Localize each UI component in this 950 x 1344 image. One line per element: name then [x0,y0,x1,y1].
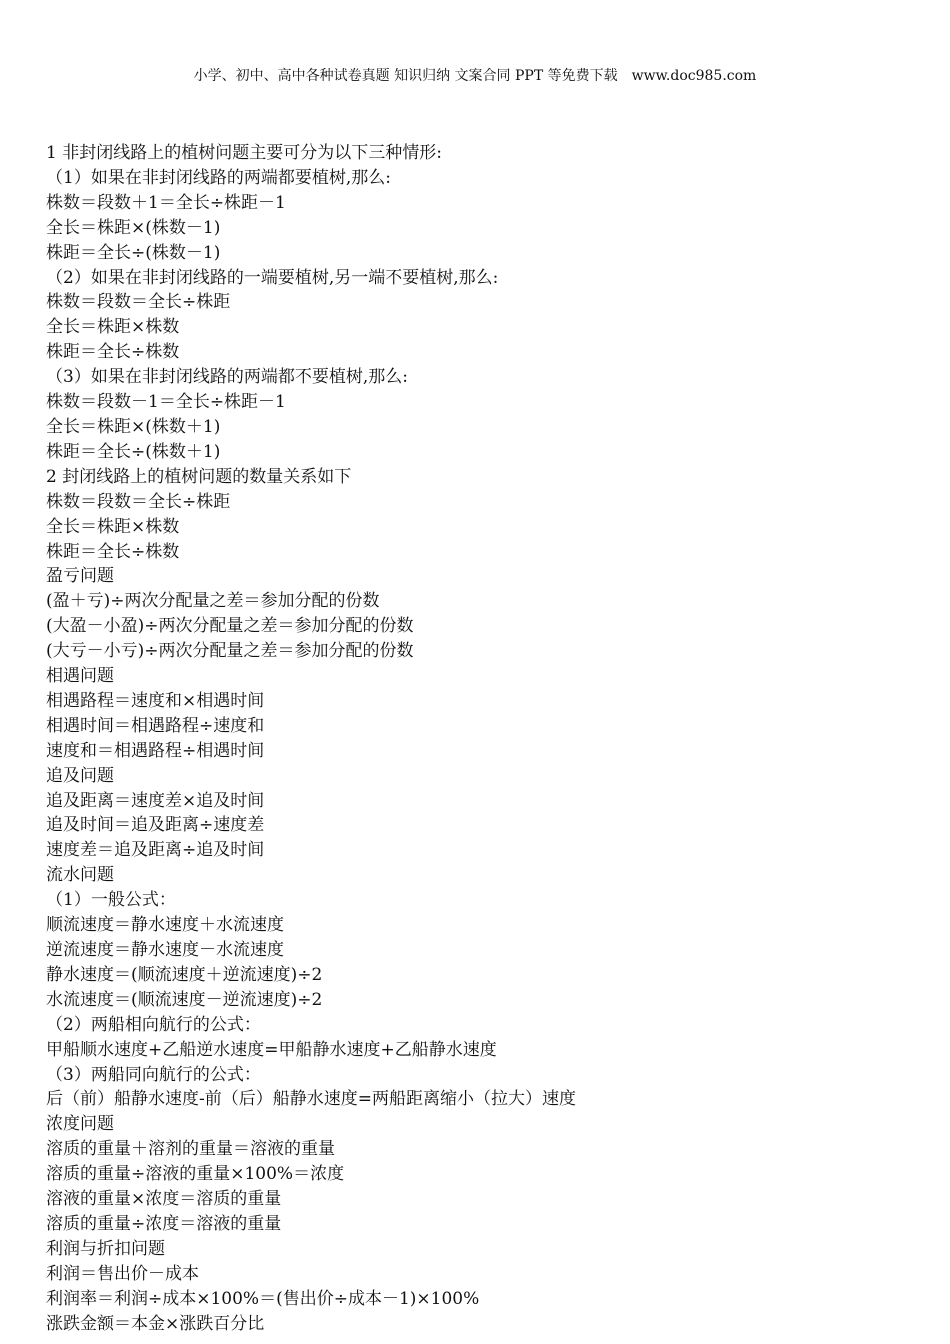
text-line: 株数＝段数－1＝全长÷株距－1 [46,392,286,413]
text-line: （1）一般公式： [46,890,176,911]
header-site-link[interactable]: www.doc985.com [631,68,757,84]
text-line: 相遇时间＝相遇路程÷速度和 [46,715,265,736]
text-line: 溶质的重量÷溶液的重量×100%＝浓度 [46,1164,345,1185]
text-line: 株距＝全长÷株数 [46,541,180,562]
text-line: 全长＝株距×(株数＋1) [46,416,221,437]
text-line: 株距＝全长÷(株数－1) [46,242,221,263]
header-text: 小学、初中、高中各种试卷真题 知识归纳 文案合同 PPT 等免费下载 [193,68,618,84]
text-line: （3）如果在非封闭线路的两端都不要植树,那么: [46,367,408,388]
text-line: (盈＋亏)÷两次分配量之差＝参加分配的份数 [46,591,380,612]
text-line: 溶质的重量÷浓度＝溶液的重量 [46,1213,282,1234]
text-line: （3）两船同向航行的公式： [46,1064,261,1085]
text-line: 涨跌金额＝本金×涨跌百分比 [46,1313,265,1334]
text-line: 相遇路程＝速度和×相遇时间 [46,690,265,711]
text-line: 追及时间＝追及距离÷速度差 [46,815,265,836]
text-line: （1）如果在非封闭线路的两端都要植树,那么: [46,167,391,188]
text-line: 全长＝株距×株数 [46,516,180,537]
text-line: 溶液的重量×浓度＝溶质的重量 [46,1189,282,1210]
text-line: 株数＝段数＝全长÷株距 [46,292,231,313]
text-line: 全长＝株距×株数 [46,317,180,338]
text-line: (大亏－小亏)÷两次分配量之差＝参加分配的份数 [46,641,414,662]
text-line: 静水速度＝(顺流速度＋逆流速度)÷2 [46,964,323,985]
text-line: 利润率＝利润÷成本×100%＝(售出价÷成本－1)×100% [46,1288,480,1309]
section-heading: 追及问题 [46,765,114,786]
page-header [0,66,950,86]
text-line: 速度差＝追及距离÷追及时间 [46,840,265,861]
text-line: 顺流速度＝静水速度＋水流速度 [46,915,284,936]
section-heading: 流水问题 [46,865,114,886]
text-line: 利润＝售出价－成本 [46,1263,199,1284]
text-line: 水流速度＝(顺流速度－逆流速度)÷2 [46,989,323,1010]
text-line: 株距＝全长÷株数 [46,342,180,363]
text-line: 全长＝株距×(株数－1) [46,217,221,238]
document-body [46,141,926,1337]
text-line: 1 非封闭线路上的植树问题主要可分为以下三种情形: [46,143,442,163]
section-heading: 相遇问题 [46,666,114,687]
text-line: （2）如果在非封闭线路的一端要植树,另一端不要植树,那么: [46,267,499,288]
section-heading: 利润与折扣问题 [46,1238,165,1259]
text-line: 株距＝全长÷(株数＋1) [46,441,221,462]
section-heading: 盈亏问题 [46,566,114,587]
text-line: 速度和＝相遇路程÷相遇时间 [46,740,265,761]
text-line: 株数＝段数＋1＝全长÷株距－1 [46,192,286,213]
text-line: 甲船顺水速度+乙船逆水速度=甲船静水速度+乙船静水速度 [46,1039,497,1060]
text-line: 2 封闭线路上的植树问题的数量关系如下 [46,466,352,487]
text-line: 逆流速度＝静水速度－水流速度 [46,940,284,960]
section-heading: 浓度问题 [46,1114,114,1135]
text-line: 株数＝段数＝全长÷株距 [46,491,231,512]
text-line: (大盈－小盈)÷两次分配量之差＝参加分配的份数 [46,616,414,637]
text-line: 溶质的重量＋溶剂的重量＝溶液的重量 [46,1139,335,1160]
text-line: （2）两船相向航行的公式： [46,1014,261,1035]
text-line: 后（前）船静水速度-前（后）船静水速度=两船距离缩小（拉大）速度 [46,1089,576,1110]
text-line: 追及距离＝速度差×追及时间 [46,790,265,811]
